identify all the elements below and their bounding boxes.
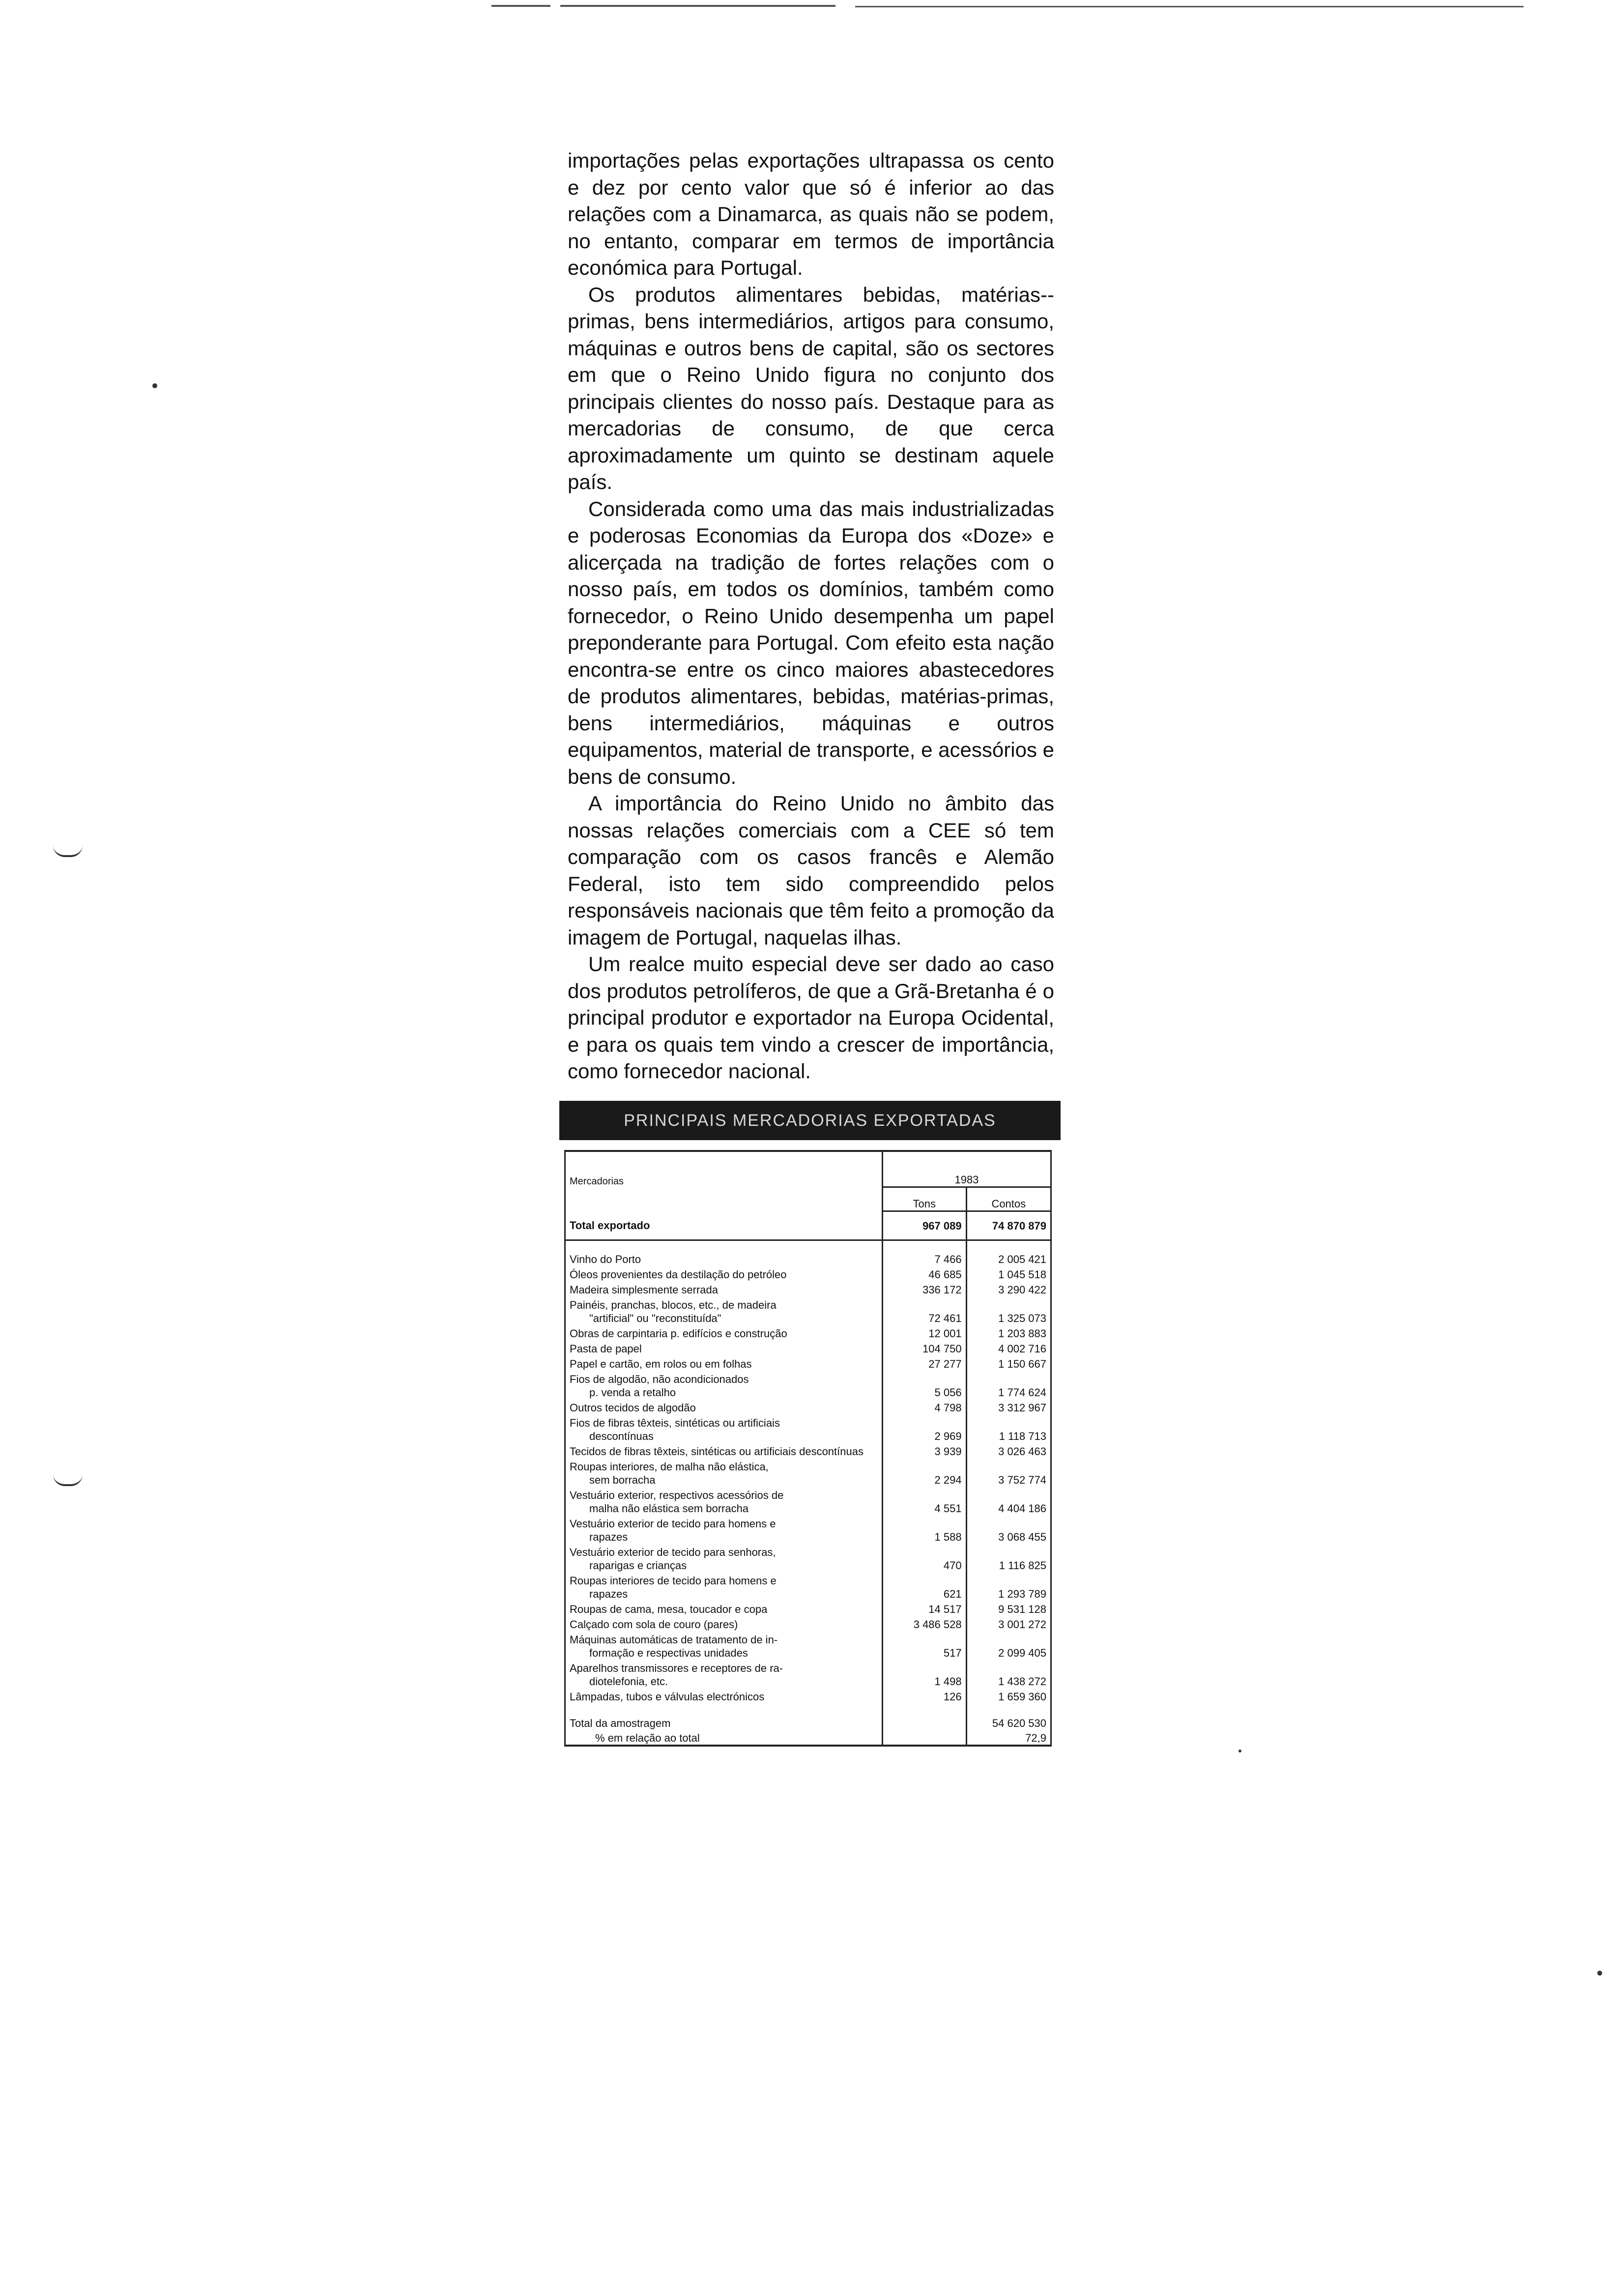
scan-edge-line bbox=[855, 6, 1524, 7]
table-row-total bbox=[565, 1211, 1051, 1240]
goods-name-line: raparigas e crianças bbox=[589, 1559, 687, 1572]
table-title: PRINCIPAIS MERCADORIAS EXPORTADAS bbox=[559, 1101, 1061, 1140]
goods-name bbox=[565, 1341, 883, 1356]
table-row bbox=[565, 1282, 1051, 1297]
goods-tons: 2 969 bbox=[882, 1415, 966, 1444]
table-spacer bbox=[565, 1704, 1051, 1715]
article-paragraph: A importância do Reino Unido no âmbito das nossas relações comerciais com a CEE só tem comparação com os casos francês e Alemão Federal, isto tem sido compreendido pelos responsáveis nacionais que têm feito a promoção da imagem de Portugal, naquelas ilhas. bbox=[568, 792, 1054, 949]
goods-tons: 104 750 bbox=[882, 1341, 966, 1356]
goods-tons: 46 685 bbox=[882, 1267, 966, 1282]
table-row bbox=[565, 1632, 1051, 1661]
goods-name bbox=[565, 1267, 883, 1282]
article-body bbox=[568, 147, 1054, 1085]
goods-name-line: Obras de carpintaria p. edifícios e construção bbox=[570, 1327, 787, 1340]
goods-name-line: "artificial" ou "reconstituída" bbox=[589, 1312, 721, 1324]
goods-contos: 3 001 272 bbox=[966, 1617, 1051, 1632]
column-header-tons: Tons bbox=[882, 1187, 966, 1211]
goods-name-line: Painéis, pranchas, blocos, etc., de madeira bbox=[570, 1299, 777, 1311]
goods-contos: 1 203 883 bbox=[966, 1326, 1051, 1341]
goods-contos: 1 150 667 bbox=[966, 1356, 1051, 1372]
goods-contos: 1 774 624 bbox=[966, 1372, 1051, 1400]
scan-edge-line bbox=[491, 5, 550, 7]
table-row bbox=[565, 1356, 1051, 1372]
goods-contos: 1 325 073 bbox=[966, 1297, 1051, 1326]
table-row bbox=[565, 1602, 1051, 1617]
goods-name-line: Fios de algodão, não acondicionados bbox=[570, 1373, 749, 1385]
goods-tons: 27 277 bbox=[882, 1356, 966, 1372]
article-paragraph: importações pelas exportações ultrapassa os cento e dez por cento valor que só é inferior ao das relações com a Dinamarca, as quais não se podem, no entanto, comparar em termos de importância económica para Portugal. bbox=[568, 149, 1054, 279]
goods-name-line: Calçado com sola de couro (pares) bbox=[570, 1618, 738, 1631]
goods-name bbox=[565, 1372, 883, 1400]
goods-name bbox=[565, 1573, 883, 1602]
goods-contos: 2 099 405 bbox=[966, 1632, 1051, 1661]
goods-name-line: Pasta de papel bbox=[570, 1343, 642, 1355]
table-row bbox=[565, 1459, 1051, 1488]
goods-name-line: Lâmpadas, tubos e válvulas electrónicos bbox=[570, 1691, 765, 1703]
goods-tons: 126 bbox=[882, 1689, 966, 1704]
goods-tons: 72 461 bbox=[882, 1297, 966, 1326]
table-row bbox=[565, 1488, 1051, 1516]
goods-name-line: sem borracha bbox=[589, 1474, 656, 1486]
sample-total-label: Total da amostragem bbox=[565, 1715, 883, 1730]
scan-speck bbox=[152, 383, 157, 388]
goods-contos: 4 404 186 bbox=[966, 1488, 1051, 1516]
goods-tons: 4 798 bbox=[882, 1400, 966, 1415]
table-row bbox=[565, 1516, 1051, 1545]
goods-name-line: Roupas interiores de tecido para homens e bbox=[570, 1575, 777, 1587]
total-contos: 74 870 879 bbox=[966, 1211, 1051, 1240]
goods-name bbox=[565, 1459, 883, 1488]
goods-name-line: Roupas interiores, de malha não elástica, bbox=[570, 1461, 769, 1473]
goods-tons: 5 056 bbox=[882, 1372, 966, 1400]
goods-tons: 2 294 bbox=[882, 1459, 966, 1488]
goods-name bbox=[565, 1400, 883, 1415]
table-row bbox=[565, 1341, 1051, 1356]
goods-name bbox=[565, 1282, 883, 1297]
goods-contos: 3 752 774 bbox=[966, 1459, 1051, 1488]
scan-mark bbox=[53, 1474, 83, 1486]
table-row bbox=[565, 1617, 1051, 1632]
article-paragraph: Os produtos alimentares bebidas, matérias--primas, bens intermediários, artigos para consumo, máquinas e outros bens de capital, são os sectores em que o Reino Unido figura no conjunto dos principais clientes do nosso país. Destaque para as mercadorias de consumo, de que cerca aproximadamente um quinto se destinam aquele país. bbox=[568, 283, 1054, 493]
goods-name bbox=[565, 1516, 883, 1545]
goods-contos: 2 005 421 bbox=[966, 1252, 1051, 1267]
goods-contos: 3 312 967 bbox=[966, 1400, 1051, 1415]
goods-tons: 12 001 bbox=[882, 1326, 966, 1341]
goods-tons: 470 bbox=[882, 1545, 966, 1573]
goods-contos: 1 045 518 bbox=[966, 1267, 1051, 1282]
goods-contos: 3 026 463 bbox=[966, 1444, 1051, 1459]
sample-pct-label: % em relação ao total bbox=[565, 1730, 883, 1746]
goods-name bbox=[565, 1252, 883, 1267]
table-row bbox=[565, 1400, 1051, 1415]
table-row bbox=[565, 1444, 1051, 1459]
goods-name-line: Tecidos de fibras têxteis, sintéticas ou artificiais descontínuas bbox=[570, 1445, 864, 1458]
goods-name bbox=[565, 1661, 883, 1689]
scan-edge-line bbox=[560, 5, 835, 7]
goods-name bbox=[565, 1326, 883, 1341]
goods-name-line: Aparelhos transmissores e receptores de ra- bbox=[570, 1662, 783, 1674]
goods-contos: 9 531 128 bbox=[966, 1602, 1051, 1617]
total-label: Total exportado bbox=[565, 1211, 883, 1240]
goods-name bbox=[565, 1444, 883, 1459]
sample-pct-value: 72,9 bbox=[966, 1730, 1051, 1746]
goods-tons: 7 466 bbox=[882, 1252, 966, 1267]
goods-name-line: formação e respectivas unidades bbox=[589, 1647, 748, 1659]
goods-name-line: p. venda a retalho bbox=[589, 1386, 676, 1399]
table-row bbox=[565, 1689, 1051, 1704]
goods-name-line: Roupas de cama, mesa, toucador e copa bbox=[570, 1603, 768, 1615]
goods-tons: 4 551 bbox=[882, 1488, 966, 1516]
goods-tons: 3 939 bbox=[882, 1444, 966, 1459]
table-row bbox=[565, 1573, 1051, 1602]
goods-contos: 3 290 422 bbox=[966, 1282, 1051, 1297]
goods-contos: 1 116 825 bbox=[966, 1545, 1051, 1573]
scan-speck bbox=[1597, 1971, 1602, 1976]
goods-contos: 1 438 272 bbox=[966, 1661, 1051, 1689]
column-header-goods: Mercadorias bbox=[565, 1151, 883, 1211]
scan-speck bbox=[1238, 1750, 1241, 1752]
table-spacer bbox=[565, 1240, 1051, 1252]
table-row bbox=[565, 1297, 1051, 1326]
table-row bbox=[565, 1252, 1051, 1267]
goods-name-line: Máquinas automáticas de tratamento de in- bbox=[570, 1634, 778, 1646]
article-paragraph: Considerada como uma das mais industrializadas e poderosas Economias da Europa dos «Doze» e alicerçada na tradição de fortes relações com o nosso país, em todos os domínios, também como fornecedor, o Reino Unido desempenha um papel preponderante para Portugal. Com efeito esta nação encontra-se entre os cinco maiores abastecedores de produtos alimentares, bebidas, matérias-primas, bens intermediários, máquinas e outros equipamentos, material de transporte, e acessórios e bens de consumo. bbox=[568, 497, 1054, 788]
goods-contos: 1 293 789 bbox=[966, 1573, 1051, 1602]
goods-name bbox=[565, 1632, 883, 1661]
scan-mark bbox=[53, 845, 83, 857]
total-tons: 967 089 bbox=[882, 1211, 966, 1240]
table-row bbox=[565, 1415, 1051, 1444]
goods-tons: 621 bbox=[882, 1573, 966, 1602]
table-row-sample-pct bbox=[565, 1730, 1051, 1746]
goods-tons: 3 486 528 bbox=[882, 1617, 966, 1632]
sample-total-contos: 54 620 530 bbox=[966, 1715, 1051, 1730]
goods-tons: 336 172 bbox=[882, 1282, 966, 1297]
column-header-contos: Contos bbox=[966, 1187, 1051, 1211]
goods-contos: 1 659 360 bbox=[966, 1689, 1051, 1704]
goods-name-line: rapazes bbox=[589, 1531, 628, 1543]
table-row bbox=[565, 1372, 1051, 1400]
table-row-sample-total bbox=[565, 1715, 1051, 1730]
table-row bbox=[565, 1545, 1051, 1573]
article-paragraph: Um realce muito especial deve ser dado ao caso dos produtos petrolíferos, de que a Grã-Bretanha é o principal produtor e exportador na Europa Ocidental, e para os quais tem vindo a crescer de importância, como fornecedor nacional. bbox=[568, 952, 1054, 1083]
goods-name-line: Outros tecidos de algodão bbox=[570, 1402, 696, 1414]
goods-name-line: rapazes bbox=[589, 1588, 628, 1600]
goods-name-line: Óleos provenientes da destilação do petróleo bbox=[570, 1268, 787, 1281]
table-row bbox=[565, 1267, 1051, 1282]
goods-name-line: malha não elástica sem borracha bbox=[589, 1502, 749, 1515]
goods-name-line: Fios de fibras têxteis, sintéticas ou artificiais bbox=[570, 1417, 780, 1429]
goods-name-line: descontínuas bbox=[589, 1430, 654, 1442]
goods-name-line: Vestuário exterior, respectivos acessórios de bbox=[570, 1489, 784, 1501]
goods-tons: 517 bbox=[882, 1632, 966, 1661]
goods-name-line: Vestuário exterior de tecido para homens e bbox=[570, 1518, 776, 1530]
goods-name bbox=[565, 1545, 883, 1573]
goods-contos: 4 002 716 bbox=[966, 1341, 1051, 1356]
goods-tons: 1 588 bbox=[882, 1516, 966, 1545]
goods-contos: 1 118 713 bbox=[966, 1415, 1051, 1444]
table-row bbox=[565, 1661, 1051, 1689]
goods-name-line: Vestuário exterior de tecido para senhoras, bbox=[570, 1546, 776, 1558]
goods-contos: 3 068 455 bbox=[966, 1516, 1051, 1545]
goods-name-line: diotelefonia, etc. bbox=[589, 1675, 668, 1688]
goods-name-line: Papel e cartão, em rolos ou em folhas bbox=[570, 1358, 752, 1370]
goods-name-line: Madeira simplesmente serrada bbox=[570, 1284, 719, 1296]
goods-name bbox=[565, 1488, 883, 1516]
goods-name bbox=[565, 1356, 883, 1372]
column-header-year: 1983 bbox=[882, 1151, 1051, 1187]
exports-table bbox=[564, 1150, 1052, 1747]
goods-name bbox=[565, 1602, 883, 1617]
table-row bbox=[565, 1326, 1051, 1341]
goods-tons: 14 517 bbox=[882, 1602, 966, 1617]
goods-name-line: Vinho do Porto bbox=[570, 1253, 641, 1265]
goods-name bbox=[565, 1415, 883, 1444]
goods-name bbox=[565, 1689, 883, 1704]
goods-name bbox=[565, 1297, 883, 1326]
goods-tons: 1 498 bbox=[882, 1661, 966, 1689]
goods-name bbox=[565, 1617, 883, 1632]
